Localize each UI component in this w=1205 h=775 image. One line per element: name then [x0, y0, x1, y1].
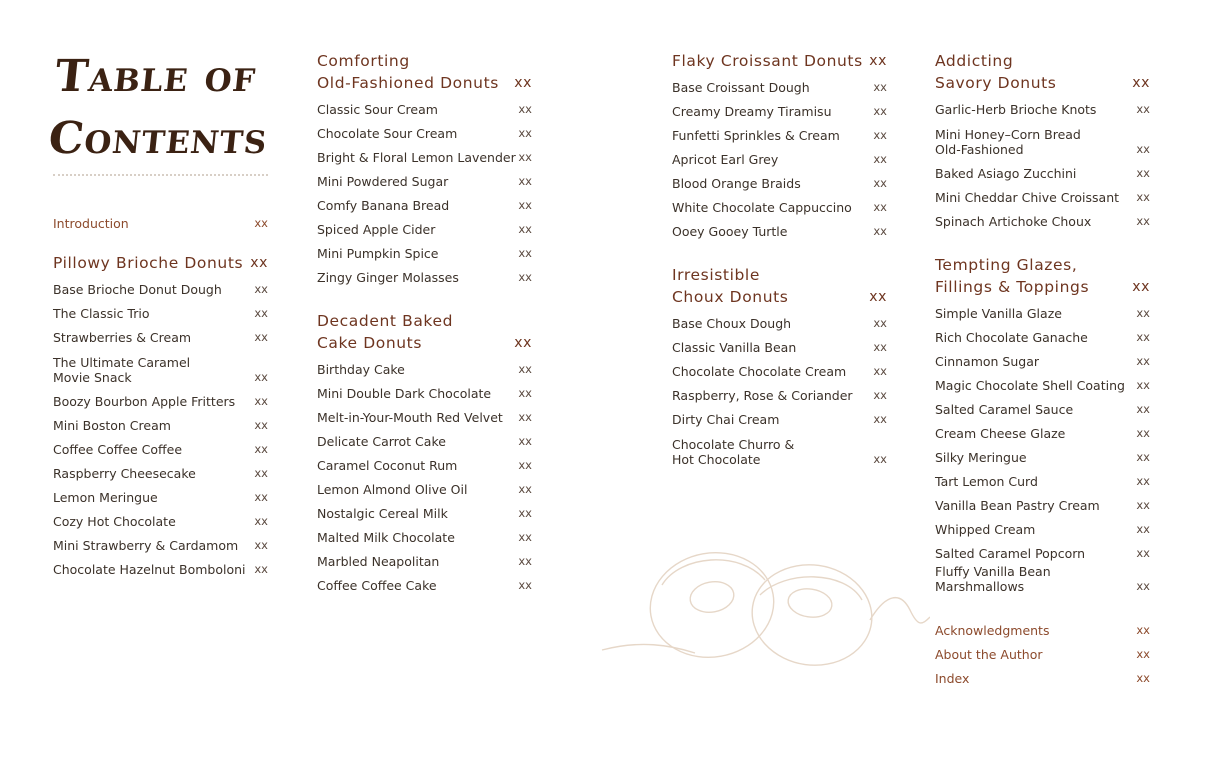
entry-label: Classic Vanilla Bean — [672, 340, 797, 355]
entry-label: Mini Double Dark Chocolate — [317, 386, 492, 401]
entry-page: xx — [254, 514, 268, 528]
entry-label: Malted Milk Chocolate — [317, 530, 455, 545]
section-page-number: xx — [869, 289, 887, 305]
toc-entry[interactable] — [935, 516, 1150, 540]
entry-label: Birthday Cake — [317, 362, 405, 377]
entry-page: xx — [518, 198, 532, 212]
entry-page: xx — [518, 222, 532, 236]
entry-page: xx — [254, 442, 268, 456]
toc-entry[interactable] — [317, 452, 532, 476]
toc-entry[interactable] — [672, 430, 887, 470]
toc-entry[interactable] — [53, 388, 268, 412]
entry-label: Raspberry Cheesecake — [53, 466, 196, 481]
entry-page: xx — [873, 200, 887, 214]
entry-page: xx — [1136, 214, 1150, 228]
section-old-fashioned — [317, 50, 532, 288]
entry-label: Raspberry, Rose & Coriander — [672, 388, 853, 403]
entry-label: Coffee Coffee Cake — [317, 578, 437, 593]
toc-entry[interactable] — [53, 412, 268, 436]
entry-label: Mini Boston Cream — [53, 418, 171, 433]
entry-page: xx — [1136, 402, 1150, 416]
entry-label: Spinach Artichoke Choux — [935, 214, 1092, 229]
entry-page: xx — [1136, 671, 1150, 685]
toc-entry[interactable] — [935, 444, 1150, 468]
toc-entry[interactable] — [672, 98, 887, 122]
entry-label: About the Author — [935, 647, 1043, 662]
section-croissant — [672, 50, 887, 242]
entry-page: xx — [1136, 166, 1150, 180]
toc-entry[interactable] — [935, 348, 1150, 372]
toc-entry[interactable] — [53, 508, 268, 532]
toc-entry[interactable] — [317, 548, 532, 572]
entry-page: xx — [254, 466, 268, 480]
entry-label: Boozy Bourbon Apple Fritters — [53, 394, 236, 409]
page-title: Table of Contents — [46, 51, 271, 164]
entry-page: xx — [1136, 102, 1150, 116]
toc-entry[interactable] — [672, 406, 887, 430]
section-heading-label: Pillowy Brioche Donuts — [53, 254, 244, 272]
entry-page: xx — [873, 152, 887, 166]
toc-entry[interactable] — [935, 492, 1150, 516]
entry-label: Lemon Meringue — [53, 490, 158, 505]
section-brioche — [53, 252, 268, 580]
toc-entry[interactable] — [935, 396, 1150, 420]
toc-entry[interactable] — [317, 500, 532, 524]
section-page-number: xx — [514, 335, 532, 351]
toc-entry[interactable] — [935, 372, 1150, 396]
entry-label: Simple Vanilla Glaze — [935, 306, 1062, 321]
section-page-number: xx — [1132, 75, 1150, 91]
entry-label: Marbled Neapolitan — [317, 554, 440, 569]
entry-label: Comfy Banana Bread — [317, 198, 450, 213]
entry-page: xx — [254, 538, 268, 552]
section-heading[interactable] — [53, 252, 268, 274]
toc-entry[interactable] — [317, 572, 532, 596]
toc-entry[interactable] — [317, 96, 532, 120]
entry-page: xx — [1136, 579, 1150, 593]
toc-entry[interactable] — [672, 194, 887, 218]
entry-page: xx — [873, 80, 887, 94]
section-heading-label: Flaky Croissant Donuts — [672, 52, 863, 70]
entry-label: White Chocolate Cappuccino — [672, 200, 852, 215]
section-heading-label: Comforting Old-Fashioned Donuts — [317, 52, 499, 92]
entry-page: xx — [1136, 190, 1150, 204]
entry-page: xx — [518, 554, 532, 568]
entry-label: Cream Cheese Glaze — [935, 426, 1066, 441]
entry-page: xx — [518, 126, 532, 140]
toc-entry[interactable] — [53, 436, 268, 460]
entry-label: The Classic Trio — [53, 306, 150, 321]
entry-label: Strawberries & Cream — [53, 330, 192, 345]
entry-label: Classic Sour Cream — [317, 102, 438, 117]
entry-page: xx — [518, 102, 532, 116]
section-heading-label: Irresistible Choux Donuts — [672, 266, 789, 306]
entry-page: xx — [873, 388, 887, 402]
section-cake — [317, 310, 532, 596]
toc-entry[interactable] — [935, 184, 1150, 208]
entry-page: xx — [518, 578, 532, 592]
section-heading-label: Addicting Savory Donuts — [935, 52, 1057, 92]
entry-page: xx — [518, 386, 532, 400]
toc-entry[interactable] — [53, 324, 268, 348]
entry-page: xx — [1136, 306, 1150, 320]
toc-entry[interactable] — [317, 264, 532, 288]
entry-label: Base Choux Dough — [672, 316, 792, 331]
entry-label: Mini Honey–Corn Bread Old-Fashioned — [935, 127, 1081, 157]
entry-page: xx — [518, 246, 532, 260]
entry-label: Coffee Coffee Coffee — [53, 442, 183, 457]
section-choux — [672, 264, 887, 470]
entry-label: Mini Cheddar Chive Croissant — [935, 190, 1120, 205]
entry-page: xx — [1136, 546, 1150, 560]
toc-entry[interactable] — [317, 120, 532, 144]
toc-entry[interactable] — [317, 476, 532, 500]
entry-label: Vanilla Bean Pastry Cream — [935, 498, 1100, 513]
entry-label: Chocolate Hazelnut Bomboloni — [53, 562, 246, 577]
entry-page: xx — [254, 216, 268, 230]
entry-page: xx — [254, 394, 268, 408]
entry-label: Chocolate Churro & Hot Chocolate — [672, 437, 795, 467]
section-heading[interactable] — [672, 264, 887, 308]
entry-page: xx — [254, 370, 268, 384]
entry-page: xx — [518, 410, 532, 424]
entry-label: Spiced Apple Cider — [317, 222, 436, 237]
toc-entry[interactable] — [935, 324, 1150, 348]
entry-label: Ooey Gooey Turtle — [672, 224, 788, 239]
entry-page: xx — [873, 128, 887, 142]
section-heading-label: Tempting Glazes, Fillings & Toppings — [935, 256, 1090, 296]
entry-label: Base Croissant Dough — [672, 80, 810, 95]
toc-entry[interactable] — [317, 356, 532, 380]
toc-entry[interactable] — [672, 170, 887, 194]
entry-page: xx — [1136, 498, 1150, 512]
entry-page: xx — [1136, 522, 1150, 536]
entry-label: Acknowledgments — [935, 623, 1050, 638]
back-matter — [935, 617, 1150, 689]
entry-page: xx — [873, 340, 887, 354]
toc-entry[interactable] — [317, 404, 532, 428]
toc-entry[interactable] — [672, 358, 887, 382]
toc-column-2 — [317, 50, 532, 596]
entry-label: Salted Caramel Popcorn — [935, 546, 1086, 561]
entry-page: xx — [1136, 623, 1150, 637]
toc-entry[interactable] — [672, 310, 887, 334]
entry-label: Funfetti Sprinkles & Cream — [672, 128, 840, 143]
entry-label: Rich Chocolate Ganache — [935, 330, 1088, 345]
section-glazes — [935, 254, 1150, 597]
toc-entry[interactable] — [53, 556, 268, 580]
entry-label: Introduction — [53, 216, 129, 231]
entry-label: Garlic-Herb Brioche Knots — [935, 102, 1097, 117]
entry-label: Baked Asiago Zucchini — [935, 166, 1077, 181]
entry-page: xx — [518, 150, 532, 164]
toc-entry[interactable] — [935, 120, 1150, 160]
toc-entry[interactable] — [672, 218, 887, 242]
section-page-number: xx — [1132, 279, 1150, 295]
section-page-number: xx — [514, 75, 532, 91]
entry-page: xx — [1136, 378, 1150, 392]
section-heading[interactable] — [672, 50, 887, 72]
toc-entry[interactable] — [935, 420, 1150, 444]
toc-entry[interactable] — [672, 382, 887, 406]
entry-label: Base Brioche Donut Dough — [53, 282, 222, 297]
entry-page: xx — [254, 330, 268, 344]
entry-page: xx — [873, 412, 887, 426]
toc-entry[interactable] — [53, 300, 268, 324]
section-heading[interactable] — [317, 50, 532, 94]
toc-entry[interactable] — [53, 532, 268, 556]
entry-label: Cinnamon Sugar — [935, 354, 1040, 369]
entry-page: xx — [1136, 354, 1150, 368]
entry-label: Mini Powdered Sugar — [317, 174, 449, 189]
entry-page: xx — [254, 418, 268, 432]
toc-entry[interactable] — [317, 168, 532, 192]
donut-line-art-icon — [600, 535, 930, 675]
toc-entry[interactable] — [317, 380, 532, 404]
section-page-number: xx — [250, 255, 268, 271]
entry-label: Lemon Almond Olive Oil — [317, 482, 468, 497]
section-savory — [935, 50, 1150, 232]
entry-label: Apricot Earl Grey — [672, 152, 779, 167]
toc-entry[interactable] — [935, 160, 1150, 184]
section-heading[interactable] — [935, 254, 1150, 298]
toc-entry[interactable] — [317, 524, 532, 548]
entry-label: Fluffy Vanilla Bean Marshmallows — [935, 564, 1051, 594]
entry-page: xx — [518, 530, 532, 544]
toc-column-4 — [935, 50, 1150, 689]
toc-entry[interactable] — [672, 74, 887, 98]
toc-entry[interactable] — [672, 334, 887, 358]
toc-entry[interactable] — [53, 484, 268, 508]
entry-label: Chocolate Sour Cream — [317, 126, 458, 141]
entry-label: Mini Pumpkin Spice — [317, 246, 439, 261]
entry-page: xx — [873, 316, 887, 330]
entry-label: The Ultimate Caramel Movie Snack — [53, 355, 191, 385]
entry-page: xx — [873, 224, 887, 238]
entry-page: xx — [254, 490, 268, 504]
entry-page: xx — [1136, 426, 1150, 440]
entry-label: Caramel Coconut Rum — [317, 458, 458, 473]
entry-label: Bright & Floral Lemon Lavender — [317, 150, 516, 165]
entry-label: Melt-in-Your-Mouth Red Velvet — [317, 410, 503, 425]
toc-column-3 — [672, 50, 887, 470]
entry-page: xx — [518, 174, 532, 188]
toc-entry[interactable] — [935, 468, 1150, 492]
toc-entry[interactable] — [935, 564, 1150, 597]
entry-label: Creamy Dreamy Tiramisu — [672, 104, 832, 119]
toc-entry[interactable] — [317, 192, 532, 216]
entry-label: Delicate Carrot Cake — [317, 434, 446, 449]
toc-entry-back-matter[interactable] — [935, 665, 1150, 689]
entry-page: xx — [873, 104, 887, 118]
entry-label: Dirty Chai Cream — [672, 412, 780, 427]
toc-entry[interactable] — [317, 428, 532, 452]
toc-entry[interactable] — [935, 208, 1150, 232]
entry-label: Chocolate Chocolate Cream — [672, 364, 847, 379]
section-heading-label: Decadent Baked Cake Donuts — [317, 312, 454, 352]
entry-label: Silky Meringue — [935, 450, 1027, 465]
toc-column-1 — [53, 210, 268, 580]
entry-page: xx — [1136, 330, 1150, 344]
entry-page: xx — [518, 482, 532, 496]
section-heading[interactable] — [935, 50, 1150, 94]
entry-label: Cozy Hot Chocolate — [53, 514, 176, 529]
toc-entry[interactable] — [53, 348, 268, 388]
entry-page: xx — [518, 506, 532, 520]
section-heading[interactable] — [317, 310, 532, 354]
entry-label: Index — [935, 671, 970, 686]
entry-page: xx — [254, 562, 268, 576]
entry-page: xx — [1136, 647, 1150, 661]
entry-page: xx — [518, 362, 532, 376]
toc-entry-back-matter[interactable] — [935, 641, 1150, 665]
toc-entry-introduction[interactable] — [53, 210, 268, 234]
toc-entry[interactable] — [317, 240, 532, 264]
entry-page: xx — [518, 270, 532, 284]
toc-entry[interactable] — [935, 300, 1150, 324]
toc-entry[interactable] — [317, 216, 532, 240]
entry-page: xx — [518, 434, 532, 448]
entry-label: Zingy Ginger Molasses — [317, 270, 459, 285]
entry-label: Blood Orange Braids — [672, 176, 801, 191]
entry-page: xx — [1136, 450, 1150, 464]
entry-label: Mini Strawberry & Cardamom — [53, 538, 239, 553]
toc-entry[interactable] — [672, 122, 887, 146]
entry-page: xx — [518, 458, 532, 472]
entry-page: xx — [1136, 142, 1150, 156]
entry-page: xx — [873, 176, 887, 190]
entry-label: Nostalgic Cereal Milk — [317, 506, 448, 521]
toc-entry[interactable] — [935, 96, 1150, 120]
toc-entry-back-matter[interactable] — [935, 617, 1150, 641]
toc-entry[interactable] — [53, 276, 268, 300]
entry-page: xx — [254, 282, 268, 296]
entry-page: xx — [873, 452, 887, 466]
toc-entry[interactable] — [935, 540, 1150, 564]
entry-label: Whipped Cream — [935, 522, 1036, 537]
toc-entry[interactable] — [672, 146, 887, 170]
entry-label: Magic Chocolate Shell Coating — [935, 378, 1125, 393]
entry-label: Tart Lemon Curd — [935, 474, 1038, 489]
entry-page: xx — [1136, 474, 1150, 488]
entry-label: Salted Caramel Sauce — [935, 402, 1074, 417]
entry-page: xx — [254, 306, 268, 320]
toc-entry[interactable] — [53, 460, 268, 484]
toc-entry[interactable] — [317, 144, 532, 168]
section-page-number: xx — [869, 53, 887, 69]
dotted-divider — [53, 174, 268, 176]
entry-page: xx — [873, 364, 887, 378]
